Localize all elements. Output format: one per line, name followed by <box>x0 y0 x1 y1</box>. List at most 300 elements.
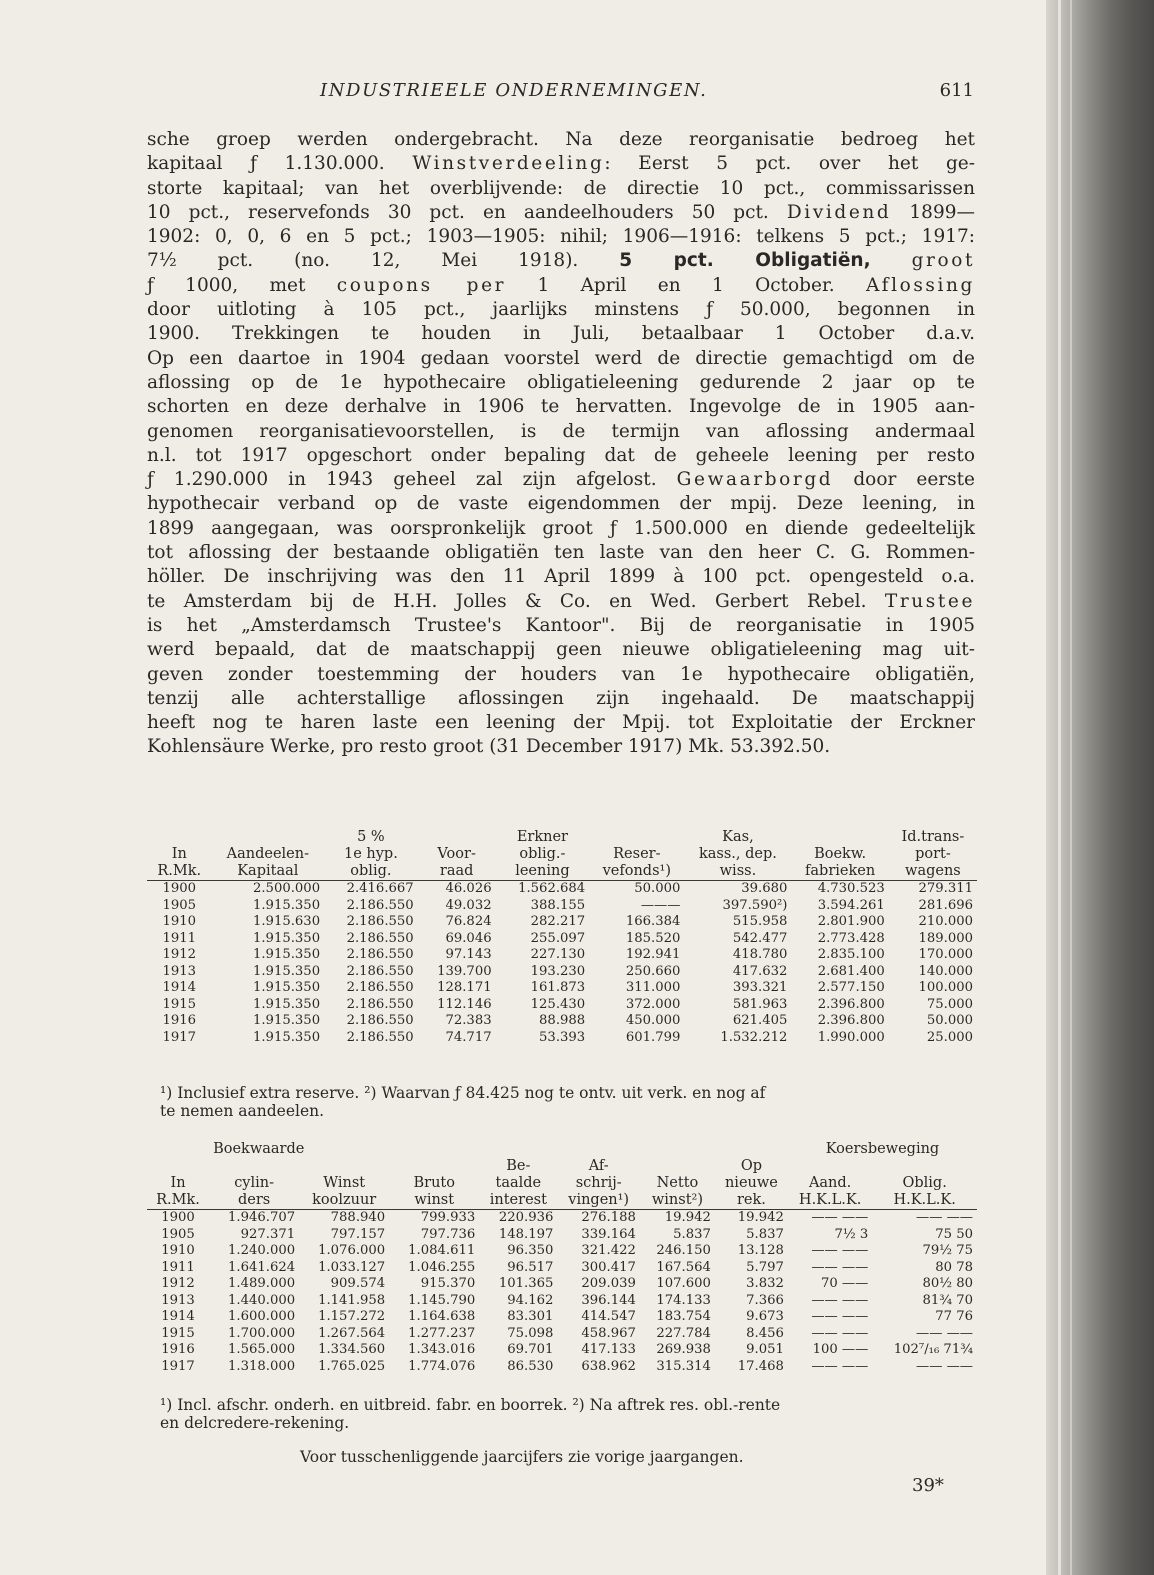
value-cell: 515.958 <box>732 914 788 929</box>
value-cell: 75 50 <box>935 1226 973 1242</box>
value-cell: 148.197 <box>498 1226 554 1242</box>
value-cell: 1.164.638 <box>408 1309 476 1324</box>
page-number: 611 <box>939 80 974 101</box>
text-line <box>147 468 975 492</box>
value-cell: 2.186.550 <box>346 996 414 1012</box>
closing-note: Voor tusschenliggende jaarcijfers zie vorige jaargangen. <box>300 1448 744 1466</box>
value-cell: 396.144 <box>581 1292 636 1308</box>
spaced-keyword: Trustee <box>884 590 975 612</box>
text-line <box>147 371 975 395</box>
value-cell: —— —— <box>916 1358 973 1374</box>
value-cell: 75.000 <box>926 996 973 1012</box>
year-cell: 1910 <box>161 1243 195 1258</box>
text-line <box>147 638 975 662</box>
footnote-line: ¹) Inclusief extra reserve. ²) Waarvan ƒ 84.425 nog te ontv. uit verk. en nog af <box>160 1084 766 1102</box>
value-cell: 96.350 <box>507 1243 554 1258</box>
value-cell: 1.990.000 <box>817 1029 885 1045</box>
column-header: oblig.- <box>519 846 566 862</box>
column-header: rek. <box>715 1192 788 1210</box>
column-header: Oblig. <box>902 1175 947 1191</box>
value-cell: 185.520 <box>625 930 681 946</box>
column-header <box>589 829 684 846</box>
value-cell: 50.000 <box>634 881 681 896</box>
group-header-row <box>147 1141 977 1158</box>
year-cell: 1917 <box>161 1358 195 1374</box>
text-run: ƒ 1000, met <box>147 274 337 296</box>
value-cell: 97.143 <box>445 947 492 962</box>
text-line <box>147 152 975 176</box>
text-run: 7½ pct. (no. 12, Mei 1918). <box>147 250 620 272</box>
value-cell: 414.547 <box>581 1309 636 1324</box>
value-cell: 1.046.255 <box>408 1259 476 1275</box>
value-cell: 315.314 <box>656 1358 711 1374</box>
value-cell: 1.343.016 <box>408 1342 476 1357</box>
value-cell: 19.942 <box>737 1210 784 1225</box>
value-cell: 1.915.350 <box>252 996 321 1012</box>
text-line <box>147 541 975 565</box>
text-run: 1900. Trekkingen te houden in Juli, betaalbaar 1 October d.a.v. <box>147 323 975 345</box>
column-header: ders <box>209 1192 299 1210</box>
body-paragraph <box>147 128 975 760</box>
value-cell: 100 —— <box>812 1342 869 1357</box>
value-cell: 227.130 <box>530 947 586 962</box>
value-cell: 77 76 <box>935 1309 973 1324</box>
value-cell: 909.574 <box>330 1276 386 1291</box>
value-cell: 72.383 <box>445 1013 492 1028</box>
value-cell: 75.098 <box>507 1325 554 1341</box>
value-cell: 100.000 <box>918 980 973 995</box>
column-header: Kapitaal <box>212 863 325 881</box>
column-header: Reser- <box>613 846 661 862</box>
header-row <box>147 863 977 881</box>
column-header: port- <box>915 846 951 862</box>
table-row <box>147 1326 977 1343</box>
value-cell: 1.562.684 <box>518 881 586 896</box>
text-line <box>147 663 975 687</box>
value-cell: 418.780 <box>732 947 788 962</box>
value-cell: 2.500.000 <box>252 881 321 896</box>
value-cell: —— —— <box>916 1325 973 1341</box>
year-cell: 1915 <box>162 996 197 1012</box>
value-cell: 2.186.550 <box>346 930 414 946</box>
year-cell: 1905 <box>162 897 197 913</box>
column-header: nieuwe <box>724 1175 778 1191</box>
text-run: : Eerst 5 pct. over het ge- <box>604 153 975 175</box>
value-cell: 2.681.400 <box>817 963 885 979</box>
value-cell: 2.186.550 <box>346 1029 414 1045</box>
value-cell: 2.186.550 <box>346 897 414 913</box>
value-cell: 1.915.350 <box>252 1013 321 1028</box>
table-row <box>147 1243 977 1260</box>
column-header: Aand. <box>808 1175 852 1191</box>
value-cell: 282.217 <box>530 914 586 929</box>
column-header: leening <box>496 863 590 881</box>
value-cell: 4.730.523 <box>817 881 885 896</box>
column-header: raad <box>418 863 496 881</box>
value-cell: —— —— <box>916 1210 973 1225</box>
column-header: oblig. <box>324 863 418 881</box>
table-row <box>147 881 977 898</box>
header-row <box>147 1158 977 1175</box>
value-cell: 450.000 <box>625 1013 681 1028</box>
text-line <box>147 590 975 614</box>
column-header: interest <box>479 1192 557 1210</box>
column-header: Voor- <box>437 846 476 862</box>
text-run: 1902: 0, 0, 6 en 5 pct.; 1903—1905: nihil; 1906—1916: telkens 5 pct.; 1917: <box>147 226 975 248</box>
value-cell: 161.873 <box>530 980 586 995</box>
year-cell: 1912 <box>162 947 197 962</box>
table-row <box>147 1227 977 1244</box>
value-cell: 300.417 <box>581 1259 636 1275</box>
value-cell: 1.641.624 <box>228 1259 296 1275</box>
text-line <box>147 225 975 249</box>
table-row <box>147 898 977 915</box>
column-header: kass., dep. <box>698 846 777 862</box>
value-cell: 17.468 <box>737 1358 784 1374</box>
value-cell: 321.422 <box>581 1243 636 1258</box>
value-cell: 167.564 <box>656 1259 711 1275</box>
value-cell: 1.946.707 <box>228 1210 296 1225</box>
value-cell: 125.430 <box>530 996 586 1012</box>
header-row <box>147 1192 977 1210</box>
value-cell: 189.000 <box>918 930 973 946</box>
text-run: tot aflossing der bestaande obligatiën ten laste van den heer C. G. Rommen- <box>147 542 975 564</box>
value-cell: 220.936 <box>498 1210 554 1225</box>
value-cell: 1.600.000 <box>228 1309 296 1324</box>
value-cell: 19.942 <box>664 1210 711 1225</box>
value-cell: 80 78 <box>935 1259 973 1275</box>
value-cell: 797.736 <box>420 1226 476 1242</box>
column-header: vingen¹) <box>557 1192 640 1210</box>
value-cell: 81¾ 70 <box>922 1292 973 1308</box>
year-cell: 1916 <box>161 1342 195 1357</box>
year-cell: 1914 <box>161 1309 195 1324</box>
value-cell: 9.673 <box>746 1309 784 1324</box>
value-cell: —— —— <box>811 1309 869 1324</box>
column-header: Op <box>740 1158 762 1174</box>
footnote-line: en delcredere-rekening. <box>160 1413 350 1432</box>
column-header: wiss. <box>684 863 791 881</box>
table-row <box>147 1210 977 1227</box>
text-run: 1899— <box>891 201 975 223</box>
text-line <box>147 395 975 419</box>
value-cell: 2.186.550 <box>346 1013 414 1028</box>
text-line <box>147 687 975 711</box>
value-cell: 1.334.560 <box>318 1342 386 1357</box>
text-line <box>147 274 975 298</box>
year-cell: 1900 <box>162 881 197 896</box>
text-line <box>147 347 975 371</box>
text-run: Op een daartoe in 1904 gedaan voorstel werd de directie gemachtigd om de <box>147 347 975 369</box>
column-header: Boekw. <box>814 846 867 862</box>
text-run: 1899 aangegaan, was oorspronkelijk groot ƒ 1.500.000 en diende gedeeltelijk <box>147 517 975 539</box>
value-cell: 1.915.350 <box>252 930 321 946</box>
text-run: storte kapitaal; van het overblijvende: de directie 10 pct., commissarissen <box>147 177 975 199</box>
value-cell: 76.824 <box>445 914 492 929</box>
column-header: winst <box>389 1192 479 1210</box>
table-row <box>147 931 977 948</box>
column-header: Af- <box>588 1158 609 1174</box>
text-run: geven zonder toestemming der houders van 1e hypothecaire obligatiën, <box>147 663 975 685</box>
text-line <box>147 249 975 273</box>
value-cell: 94.162 <box>507 1292 554 1308</box>
value-cell: 1.440.000 <box>228 1292 296 1308</box>
value-cell: 1.267.564 <box>318 1325 386 1341</box>
value-cell: 581.963 <box>732 996 788 1012</box>
column-header: wagens <box>889 863 977 881</box>
value-cell: 250.660 <box>625 963 681 979</box>
text-run: kapitaal ƒ 1.130.000. <box>147 153 413 175</box>
value-cell: 797.157 <box>330 1226 386 1242</box>
value-cell: 1.700.000 <box>228 1325 296 1341</box>
text-line <box>147 298 975 322</box>
value-cell: 1.141.958 <box>318 1292 386 1308</box>
value-cell: 86.530 <box>507 1358 554 1374</box>
value-cell: 79½ 75 <box>922 1243 973 1258</box>
column-header: In <box>171 846 187 862</box>
value-cell: 49.032 <box>445 897 492 913</box>
value-cell: 166.384 <box>625 914 681 929</box>
column-header: winst²) <box>640 1192 715 1210</box>
year-cell: 1917 <box>162 1029 197 1045</box>
value-cell: 1.157.272 <box>318 1309 386 1324</box>
year-cell: 1905 <box>161 1226 195 1242</box>
column-header <box>147 829 212 846</box>
column-header <box>209 1158 299 1175</box>
group-header-boekwaarde: Boekwaarde <box>213 1141 305 1157</box>
value-cell: 388.155 <box>530 897 586 913</box>
value-cell: 170.000 <box>918 947 973 962</box>
column-header: H.K.L.K. <box>788 1192 872 1210</box>
value-cell: 255.097 <box>530 930 586 946</box>
text-line <box>147 177 975 201</box>
value-cell: 69.701 <box>507 1342 554 1357</box>
text-run: tenzij alle achterstallige aflossingen zijn ingehaald. De maatschappij <box>147 687 975 709</box>
value-cell: 7½ 3 <box>834 1226 869 1242</box>
column-header: koolzuur <box>299 1192 389 1210</box>
text-run: te Amsterdam bij de H.H. Jolles & Co. en Wed. Gerbert Rebel. <box>147 590 885 612</box>
column-header: Bruto <box>413 1175 455 1191</box>
header-row <box>147 829 977 846</box>
text-line <box>147 322 975 346</box>
value-cell: 1.489.000 <box>228 1276 296 1291</box>
value-cell: 112.146 <box>437 996 492 1012</box>
text-run: n.l. tot 1917 opgeschort onder bepaling dat de geheele leening per resto <box>147 444 975 466</box>
value-cell: 1.277.237 <box>408 1325 476 1341</box>
text-run: genomen reorganisatievoorstellen, is de termijn van aflossing andermaal <box>147 420 975 442</box>
column-header: taalde <box>495 1175 542 1191</box>
text-run: schorten en deze derhalve in 1906 te hervatten. Ingevolge de in 1905 aan- <box>147 396 975 418</box>
value-cell: 50.000 <box>926 1013 973 1028</box>
table-row <box>147 914 977 931</box>
value-cell: 69.046 <box>445 930 492 946</box>
column-header <box>147 1158 209 1175</box>
value-cell: 13.128 <box>737 1243 784 1258</box>
text-line <box>147 565 975 589</box>
text-run: aflossing op de 1e hypothecaire obligatieleening gedurende 2 jaar op te <box>147 371 975 393</box>
value-cell: 1.084.611 <box>408 1243 476 1258</box>
column-header: 1e hyp. <box>343 846 398 862</box>
value-cell: —— —— <box>811 1358 869 1374</box>
running-title: INDUSTRIEELE ONDERNEMINGEN. <box>320 80 708 101</box>
value-cell: 8.456 <box>746 1325 784 1341</box>
table-row <box>147 1030 977 1047</box>
value-cell: —— —— <box>811 1210 869 1225</box>
value-cell: 1.076.000 <box>318 1243 386 1258</box>
table-row <box>147 1359 977 1376</box>
year-cell: 1914 <box>162 980 197 995</box>
value-cell: —— —— <box>811 1243 869 1258</box>
column-header: Id.trans- <box>901 829 965 845</box>
value-cell: 1.915.350 <box>252 947 321 962</box>
value-cell: ——— <box>640 897 681 913</box>
text-line <box>147 492 975 516</box>
value-cell: 210.000 <box>918 914 973 929</box>
value-cell: 183.754 <box>656 1309 711 1324</box>
value-cell: 1.915.630 <box>252 914 321 929</box>
value-cell: 2.396.800 <box>817 1013 885 1028</box>
value-cell: 2.835.100 <box>817 947 885 962</box>
year-cell: 1913 <box>161 1292 195 1308</box>
value-cell: 53.393 <box>539 1029 586 1045</box>
table-row <box>147 997 977 1014</box>
column-header: fabrieken <box>791 863 888 881</box>
text-run: is het „Amsterdamsch Trustee's Kantoor". Bij de reorganisatie in 1905 <box>147 614 975 636</box>
value-cell: 25.000 <box>926 1029 973 1045</box>
column-header: Aandeelen- <box>226 846 309 862</box>
text-line <box>147 711 975 735</box>
value-cell: 3.832 <box>746 1276 784 1291</box>
column-header <box>418 829 496 846</box>
value-cell: 2.396.800 <box>817 996 885 1012</box>
page-header <box>150 80 976 106</box>
text-line <box>147 444 975 468</box>
value-cell: 2.186.550 <box>346 947 414 962</box>
signature-mark: 39* <box>912 1475 944 1496</box>
value-cell: 101.365 <box>498 1276 554 1291</box>
balance-table <box>147 829 977 1046</box>
column-header: Erkner <box>516 829 568 845</box>
footnote-line: te nemen aandeelen. <box>160 1101 325 1120</box>
column-header <box>212 829 325 846</box>
text-run: werd bepaald, dat de maatschappij geen nieuwe obligatieleening mag uit- <box>147 639 975 661</box>
value-cell: 209.039 <box>581 1276 636 1291</box>
value-cell: 88.988 <box>539 1013 586 1028</box>
value-cell: 393.321 <box>732 980 788 995</box>
value-cell: 1.240.000 <box>228 1243 296 1258</box>
year-cell: 1900 <box>161 1210 195 1225</box>
column-header <box>788 1158 872 1175</box>
text-line <box>147 201 975 225</box>
column-header: vefonds¹) <box>589 863 684 881</box>
text-run: door eerste <box>833 469 976 491</box>
table1-footnote <box>160 1085 978 1120</box>
value-cell: 397.590²) <box>722 897 788 913</box>
spaced-keyword: Aflossing <box>866 274 975 296</box>
year-cell: 1910 <box>162 914 197 929</box>
value-cell: 1.774.076 <box>408 1358 476 1374</box>
value-cell: 193.230 <box>530 963 586 979</box>
value-cell: 2.186.550 <box>346 914 414 929</box>
table-row <box>147 1260 977 1277</box>
column-header: R.Mk. <box>147 1192 209 1210</box>
table-row <box>147 964 977 981</box>
column-header: Kas, <box>722 829 754 845</box>
column-header: 5 % <box>357 829 385 845</box>
value-cell: 39.680 <box>741 881 788 896</box>
text-line <box>147 420 975 444</box>
value-cell: 246.150 <box>656 1243 711 1258</box>
table-row <box>147 1013 977 1030</box>
value-cell: 269.938 <box>656 1342 711 1357</box>
value-cell: 2.773.428 <box>817 930 885 946</box>
value-cell: 339.164 <box>581 1226 636 1242</box>
value-cell: 542.477 <box>732 930 788 946</box>
year-cell: 1911 <box>161 1259 195 1275</box>
value-cell: 1.765.025 <box>318 1358 386 1374</box>
value-cell: 1.532.212 <box>720 1029 788 1045</box>
spaced-keyword: Dividend <box>786 201 892 223</box>
value-cell: 128.171 <box>437 980 492 995</box>
value-cell: 927.371 <box>240 1226 296 1242</box>
group-header-koersbeweging: Koersbeweging <box>825 1141 940 1157</box>
column-header: cylin- <box>234 1175 275 1191</box>
column-header: schrij- <box>575 1175 622 1191</box>
value-cell: 417.632 <box>732 963 788 979</box>
value-cell: 1.915.350 <box>252 963 321 979</box>
group-header-spacer <box>389 1141 788 1158</box>
column-header <box>299 1158 389 1175</box>
value-cell: 2.186.550 <box>346 980 414 995</box>
value-cell: 1.033.127 <box>318 1259 386 1275</box>
text-line <box>147 614 975 638</box>
table2-footnote <box>160 1397 978 1432</box>
column-header: Be- <box>506 1158 531 1174</box>
value-cell: 5.837 <box>746 1226 784 1242</box>
value-cell: —— —— <box>811 1292 869 1308</box>
text-run: 1 April en 1 October. <box>506 274 866 296</box>
value-cell: —— —— <box>811 1259 869 1275</box>
year-cell: 1913 <box>162 963 197 979</box>
bold-heading: 5 pct. Obligatiën, <box>619 250 871 272</box>
value-cell: 83.301 <box>507 1309 554 1324</box>
value-cell: 2.416.667 <box>346 881 414 896</box>
value-cell: 96.517 <box>507 1259 554 1275</box>
value-cell: 3.594.261 <box>817 897 885 913</box>
column-header: Netto <box>656 1175 699 1191</box>
value-cell: 139.700 <box>437 963 492 979</box>
value-cell: 638.962 <box>581 1358 636 1374</box>
value-cell: 372.000 <box>625 996 681 1012</box>
value-cell: 80½ 80 <box>922 1276 973 1291</box>
spaced-keyword: Gewaarborgd <box>676 469 834 491</box>
text-run: 10 pct., reservefonds 30 pct. en aandeelhouders 50 pct. <box>147 201 787 223</box>
text-run: hypothecair verband op de vaste eigendommen der mpij. Deze leening, in <box>147 493 975 515</box>
value-cell: 279.311 <box>918 881 973 896</box>
text-line <box>147 735 975 759</box>
value-cell: 74.717 <box>445 1029 492 1045</box>
value-cell: 5.797 <box>746 1259 784 1275</box>
value-cell: 9.051 <box>746 1342 784 1357</box>
results-table <box>147 1141 977 1375</box>
column-header <box>872 1158 977 1175</box>
value-cell: —— —— <box>811 1325 869 1341</box>
value-cell: 915.370 <box>420 1276 476 1291</box>
table-row <box>147 1309 977 1326</box>
year-cell: 1911 <box>162 930 197 946</box>
column-header <box>640 1158 715 1175</box>
value-cell: 311.000 <box>625 980 681 995</box>
